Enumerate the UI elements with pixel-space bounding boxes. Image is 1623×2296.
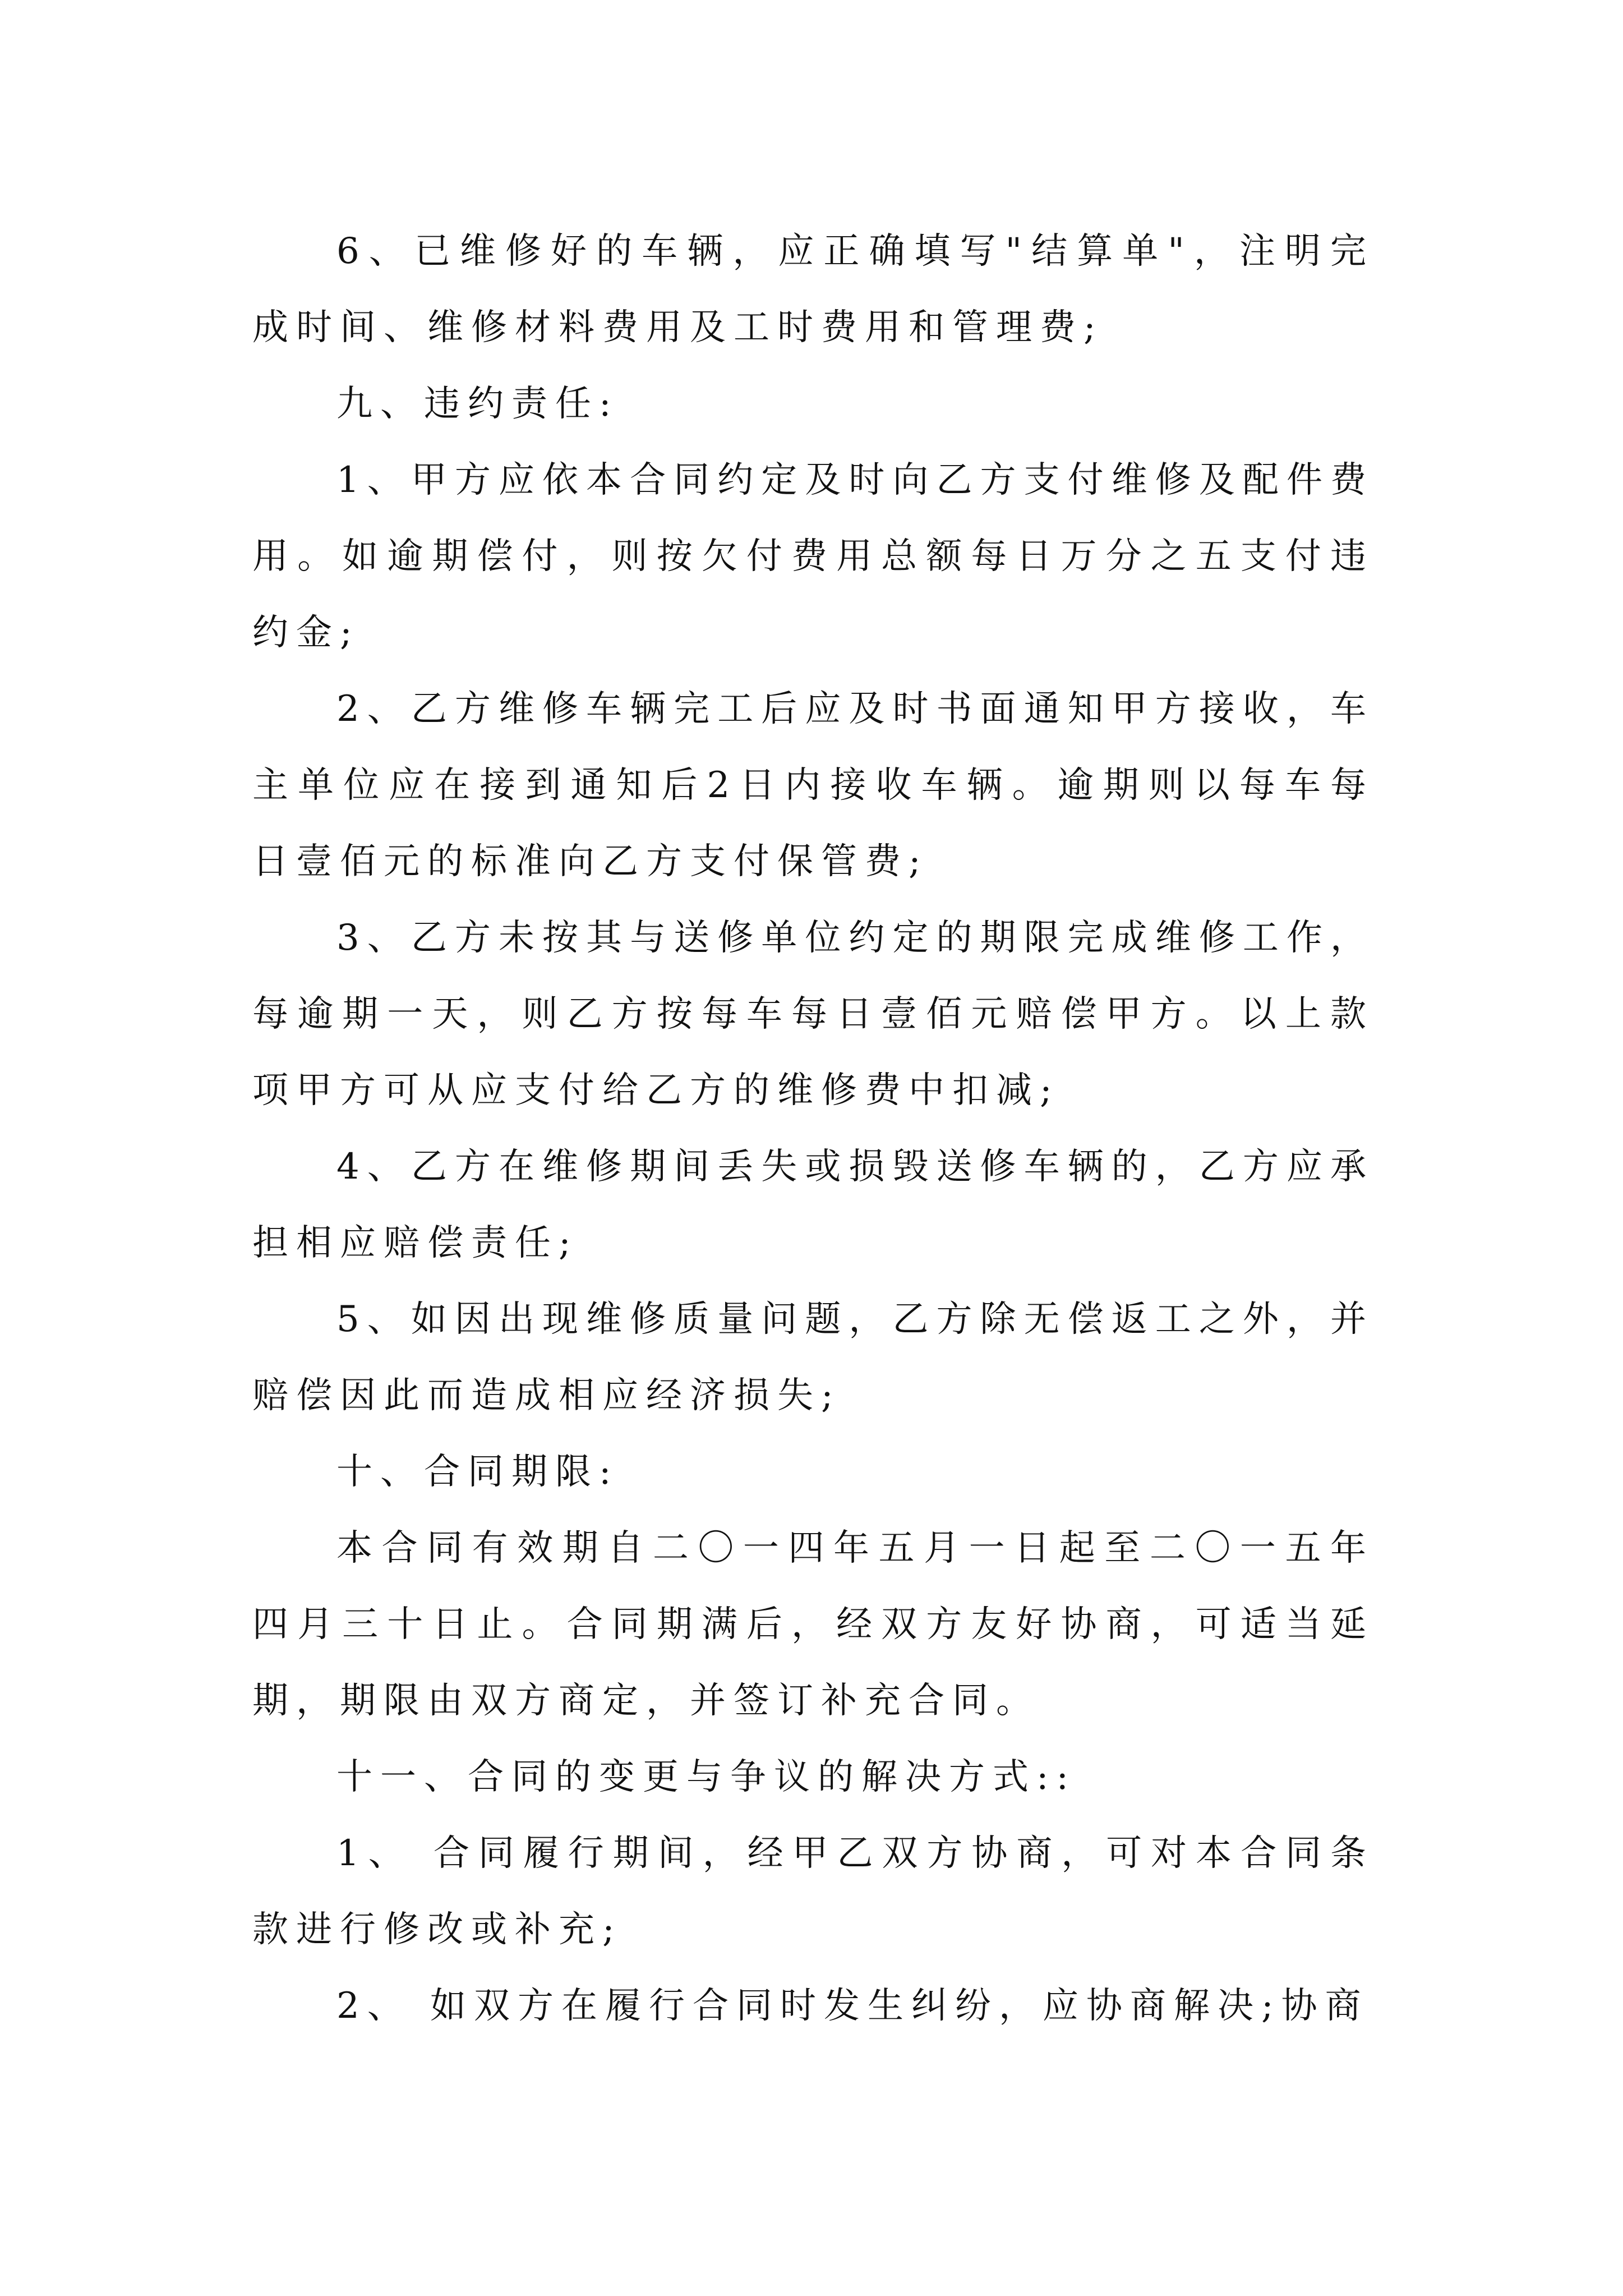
paragraph-clause-9-3: 3、乙方未按其与送修单位约定的期限完成维修工作，每逾期一天，则乙方按每车每日壹佰元赔偿甲方。以上款项甲方可从应支付给乙方的维修费中扣减; xyxy=(252,917,1374,1111)
document-body xyxy=(252,213,1374,2044)
section-heading-9-breach-liability: 九、违约责任: xyxy=(336,383,619,425)
paragraph-clause-9-2: 2、乙方维修车辆完工后应及时书面通知甲方接收，车主单位应在接到通知后2日内接收车辆。逾期则以每车每日壹佰元的标准向乙方支付保管费; xyxy=(252,688,1374,882)
section-heading-10-contract-term: 十、合同期限: xyxy=(336,1451,619,1493)
section-heading-11-amendment-disputes: 十一、合同的变更与争议的解决方式:: xyxy=(336,1756,1077,1798)
paragraph-clause-8-6: 6、已维修好的车辆，应正确填写"结算单"，注明完成时间、维修材料费用及工时费用和管理费; xyxy=(252,231,1374,348)
paragraph-contract-term: 本合同有效期自二〇一四年五月一日起至二〇一五年四月三十日止。合同期满后，经双方友好协商，可适当延期，期限由双方商定，并签订补充合同。 xyxy=(252,1527,1374,1722)
paragraph-clause-9-5: 5、如因出现维修质量问题，乙方除无偿返工之外，并赔偿因此而造成相应经济损失; xyxy=(252,1299,1374,1416)
paragraph-clause-9-4: 4、乙方在维修期间丢失或损毁送修车辆的，乙方应承担相应赔偿责任; xyxy=(252,1146,1374,1264)
paragraph-clause-11-2: 2、 如双方在履行合同时发生纠纷，应协商解决;协商 xyxy=(336,1985,1369,2027)
paragraph-clause-11-1: 1、 合同履行期间，经甲乙双方协商，可对本合同条款进行修改或补充; xyxy=(252,1833,1374,1950)
paragraph-clause-9-1: 1、甲方应依本合同约定及时向乙方支付维修及配件费用。如逾期偿付，则按欠付费用总额每日万分之五支付违约金; xyxy=(252,459,1374,654)
